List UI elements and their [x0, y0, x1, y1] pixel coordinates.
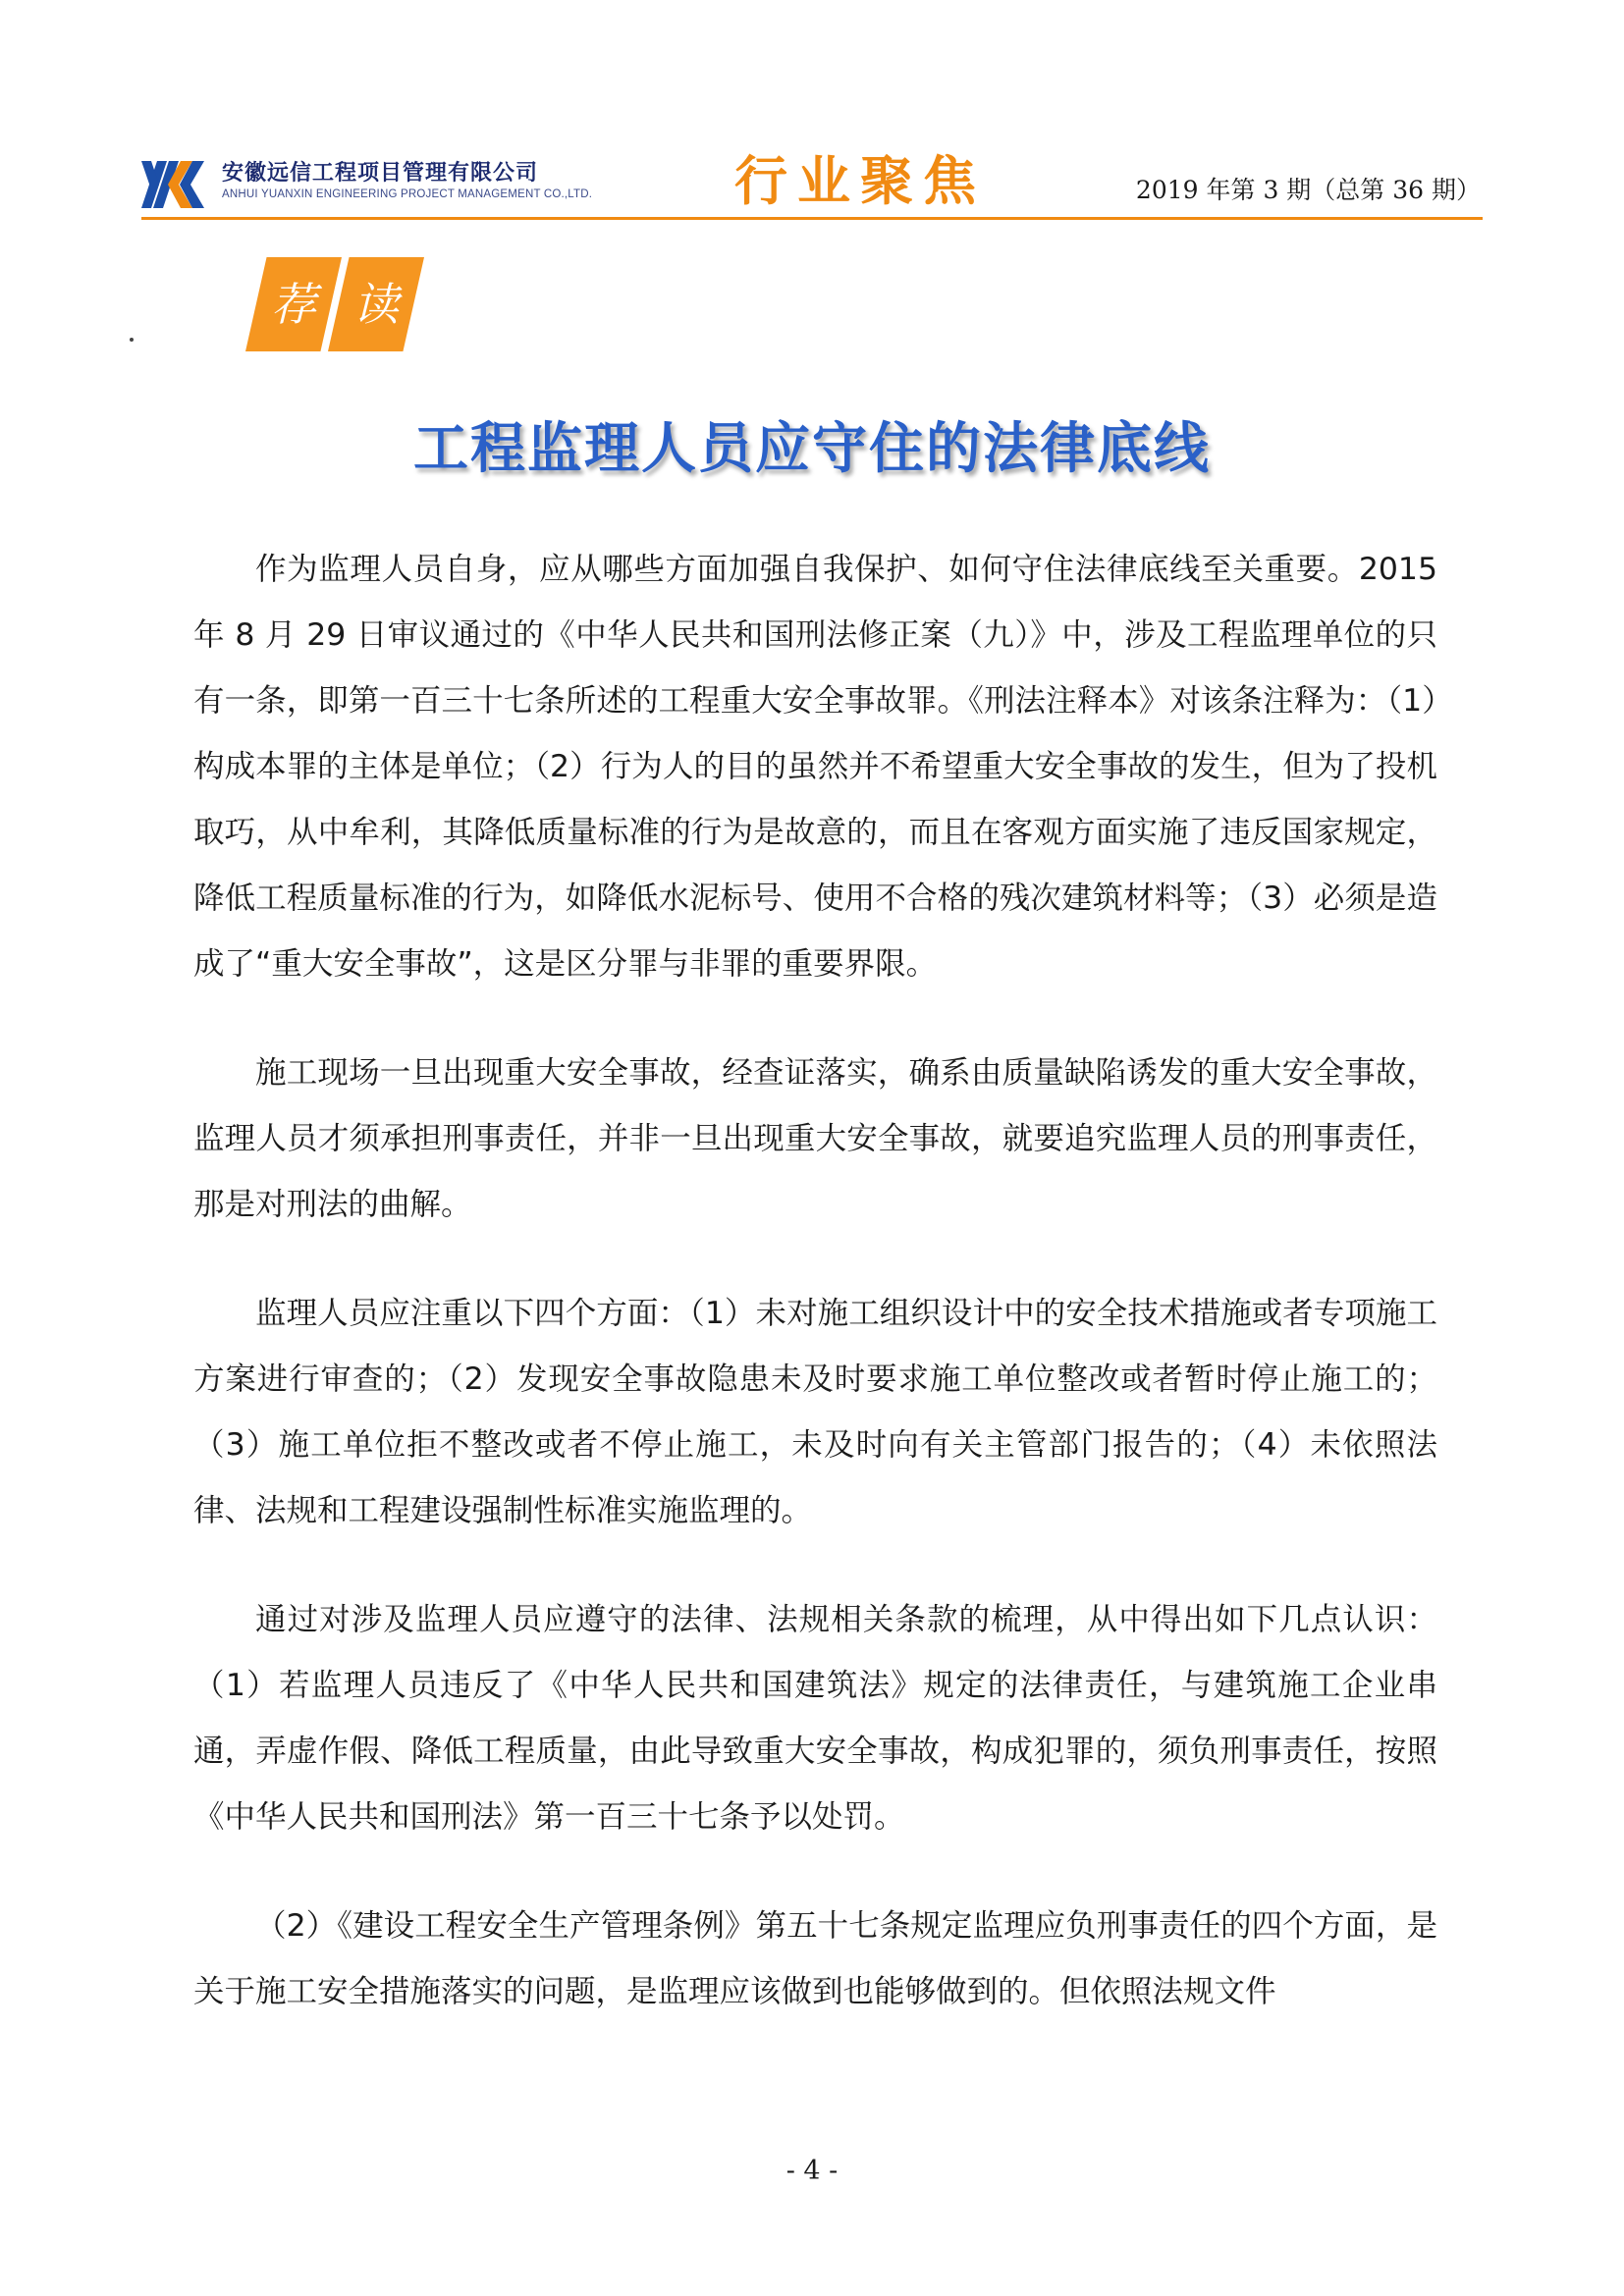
paragraph: （2）《建设工程安全生产管理条例》第五十七条规定监理应负刑事责任的四个方面，是关于施工安全措施落实的问题，是监理应该做到也能够做到的。但依照法规文件 — [193, 1908, 1437, 2009]
company-name-en: ANHUI YUANXIN ENGINEERING PROJECT MANAGEMENT CO.,LTD. — [222, 188, 593, 200]
stray-mark — [130, 338, 134, 342]
paragraph: 作为监理人员自身，应从哪些方面加强自我保护、如何守住法律底线至关重要。2015 年 8 月 29 日审议通过的《中华人民共和国刑法修正案（九）》中，涉及工程监理单位的只有一条，即第一百三十七条所述的工程重大安全事故罪。《刑法注释本》对该条注释为：（1）构成本罪的主体是单位；（2）行为人的目的虽然并不希望重大安全事故的发生，但为了投机取巧，从中牟利，其降低质量标准的行为是故意的，而且在客观方面实施了违反国家规定，降低工程质量标准的行为，如降低水泥标号、使用不合格的残次建筑材料等；（3）必须是造成了“重大安全事故”，这是区分罪与非罪的重要界限。 — [193, 552, 1437, 982]
badge-label: 荐 — [271, 278, 316, 331]
section-title: 行业聚焦 — [734, 150, 986, 212]
article-body — [193, 537, 1437, 2025]
paragraph: 通过对涉及监理人员应遵守的法律、法规相关条款的梳理，从中得出如下几点认识：（1）若监理人员违反了《中华人民共和国建筑法》规定的法律责任，与建筑施工企业串通，弄虚作假、降低工程质量，由此导致重大安全事故，构成犯罪的，须负刑事责任，按照《中华人民共和国刑法》第一百三十七条予以处罚。 — [193, 1602, 1437, 1835]
page-number: - 4 - — [785, 2156, 839, 2186]
company-name — [222, 161, 592, 202]
company-name-cn: 安徽远信工程项目管理有限公司 — [222, 161, 539, 186]
paragraph: 监理人员应注重以下四个方面：（1）未对施工组织设计中的安全技术措施或者专项施工方案进行审查的；（2）发现安全事故隐患未及时要求施工单位整改或者暂时停止施工的；（3）施工单位拒不整改或者不停止施工，未及时向有关主管部门报告的；（4）未依照法律、法规和工程建设强制性标准实施监理的。 — [193, 1296, 1437, 1528]
article-title: 工程监理人员应守住的法律底线 — [413, 417, 1211, 481]
nk-logo-icon — [141, 161, 206, 208]
badge-recommend-2 — [328, 257, 424, 351]
badge-label: 读 — [353, 278, 399, 331]
header-divider — [141, 217, 1483, 220]
page-header — [141, 147, 1483, 222]
paragraph: 施工现场一旦出现重大安全事故，经查证落实，确系由质量缺陷诱发的重大安全事故，监理人员才须承担刑事责任，并非一旦出现重大安全事故，就要追究监理人员的刑事责任，那是对刑法的曲解。 — [193, 1055, 1437, 1222]
issue-number: 2019 年第 3 期（总第 36 期） — [1135, 176, 1481, 204]
